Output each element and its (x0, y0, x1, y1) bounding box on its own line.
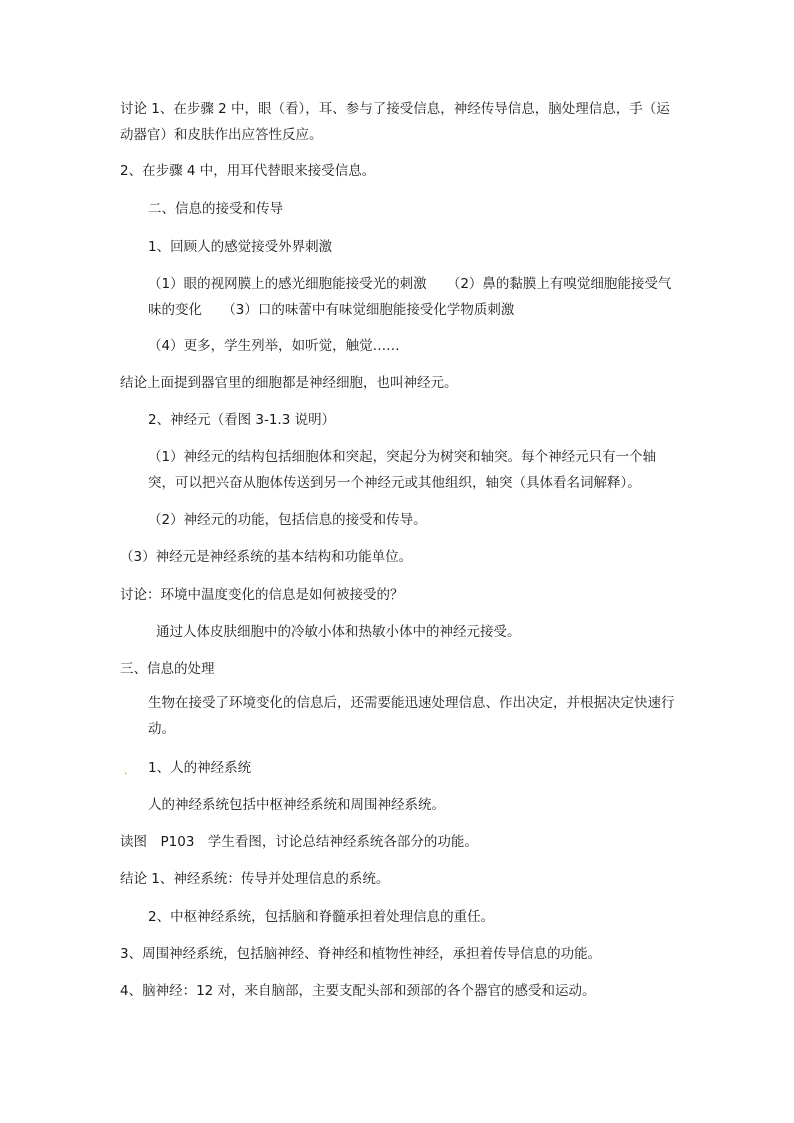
paragraph-neuron-structure: （1）神经元的结构包括细胞体和突起，突起分为树突和轴突。每个神经元只有一个轴突，可以把兴奋从胞体传送到另一个神经元或其他组织，轴突（具体看名词解释）。 (148, 449, 657, 491)
paragraph-read-figure: 读图 P103 学生看图，讨论总结神经系统各部分的功能。 (120, 834, 478, 850)
paragraph-nervous-system: 人的神经系统包括中枢神经系统和周围神经系统。 (148, 797, 445, 813)
paragraph-neuron-function: （2）神经元的功能，包括信息的接受和传导。 (148, 512, 427, 528)
list-marker: . (124, 764, 128, 777)
paragraph-conclusion-3: 3、周围神经系统，包括脑神经、脊神经和植物性神经，承担着传导信息的功能。 (120, 946, 602, 962)
paragraph-conclusion-2: 2、中枢神经系统，包括脑和脊髓承担着处理信息的重任。 (148, 909, 495, 925)
paragraph-senses-list: （1）眼的视网膜上的感光细胞能接受光的刺激 （2）鼻的黏膜上有嗅觉细胞能接受气味的变化 （3）口的味蕾中有味觉细胞能接受化学物质刺激 (148, 276, 672, 318)
section-heading-3: 三、信息的处理 (120, 661, 215, 677)
paragraph-neuron-unit: （3）神经元是神经系统的基本结构和功能单位。 (120, 549, 413, 565)
paragraph-conclusion-neuron: 结论上面提到器官里的细胞都是神经细胞，也叫神经元。 (120, 375, 458, 391)
paragraph-senses-more: （4）更多，学生列举，如听觉，触觉…… (148, 338, 400, 354)
subheading-neuron: 2、神经元（看图 3-1.3 说明） (148, 412, 336, 428)
paragraph-temperature-answer: 通过人体皮肤细胞中的冷敏小体和热敏小体中的神经元接受。 (156, 624, 521, 640)
paragraph-conclusion-4: 4、脑神经：12 对，来自脑部，主要支配头部和颈部的各个器官的感受和运动。 (120, 983, 596, 999)
paragraph-processing-intro: 生物在接受了环境变化的信息后，还需要能迅速处理信息、作出决定，并根据决定快速行动。 (148, 695, 675, 737)
paragraph-discussion-2: 2、在步骤 4 中，用耳代替眼来接受信息。 (120, 163, 376, 179)
paragraph-discussion-temperature: 讨论：环境中温度变化的信息是如何被接受的？ (120, 587, 404, 603)
subheading-senses: 1、回顾人的感觉接受外界刺激 (148, 239, 333, 255)
paragraph-conclusion-1: 结论 1、神经系统：传导并处理信息的系统。 (120, 871, 390, 887)
subheading-nervous-system: 1、人的神经系统 (148, 760, 252, 776)
paragraph-discussion-1: 讨论 1、在步骤 2 中，眼（看），耳、参与了接受信息，神经传导信息，脑处理信息，手（运动器官）和皮肤作出应答性反应。 (120, 101, 670, 143)
section-heading-2: 二、信息的接受和传导 (148, 201, 283, 217)
